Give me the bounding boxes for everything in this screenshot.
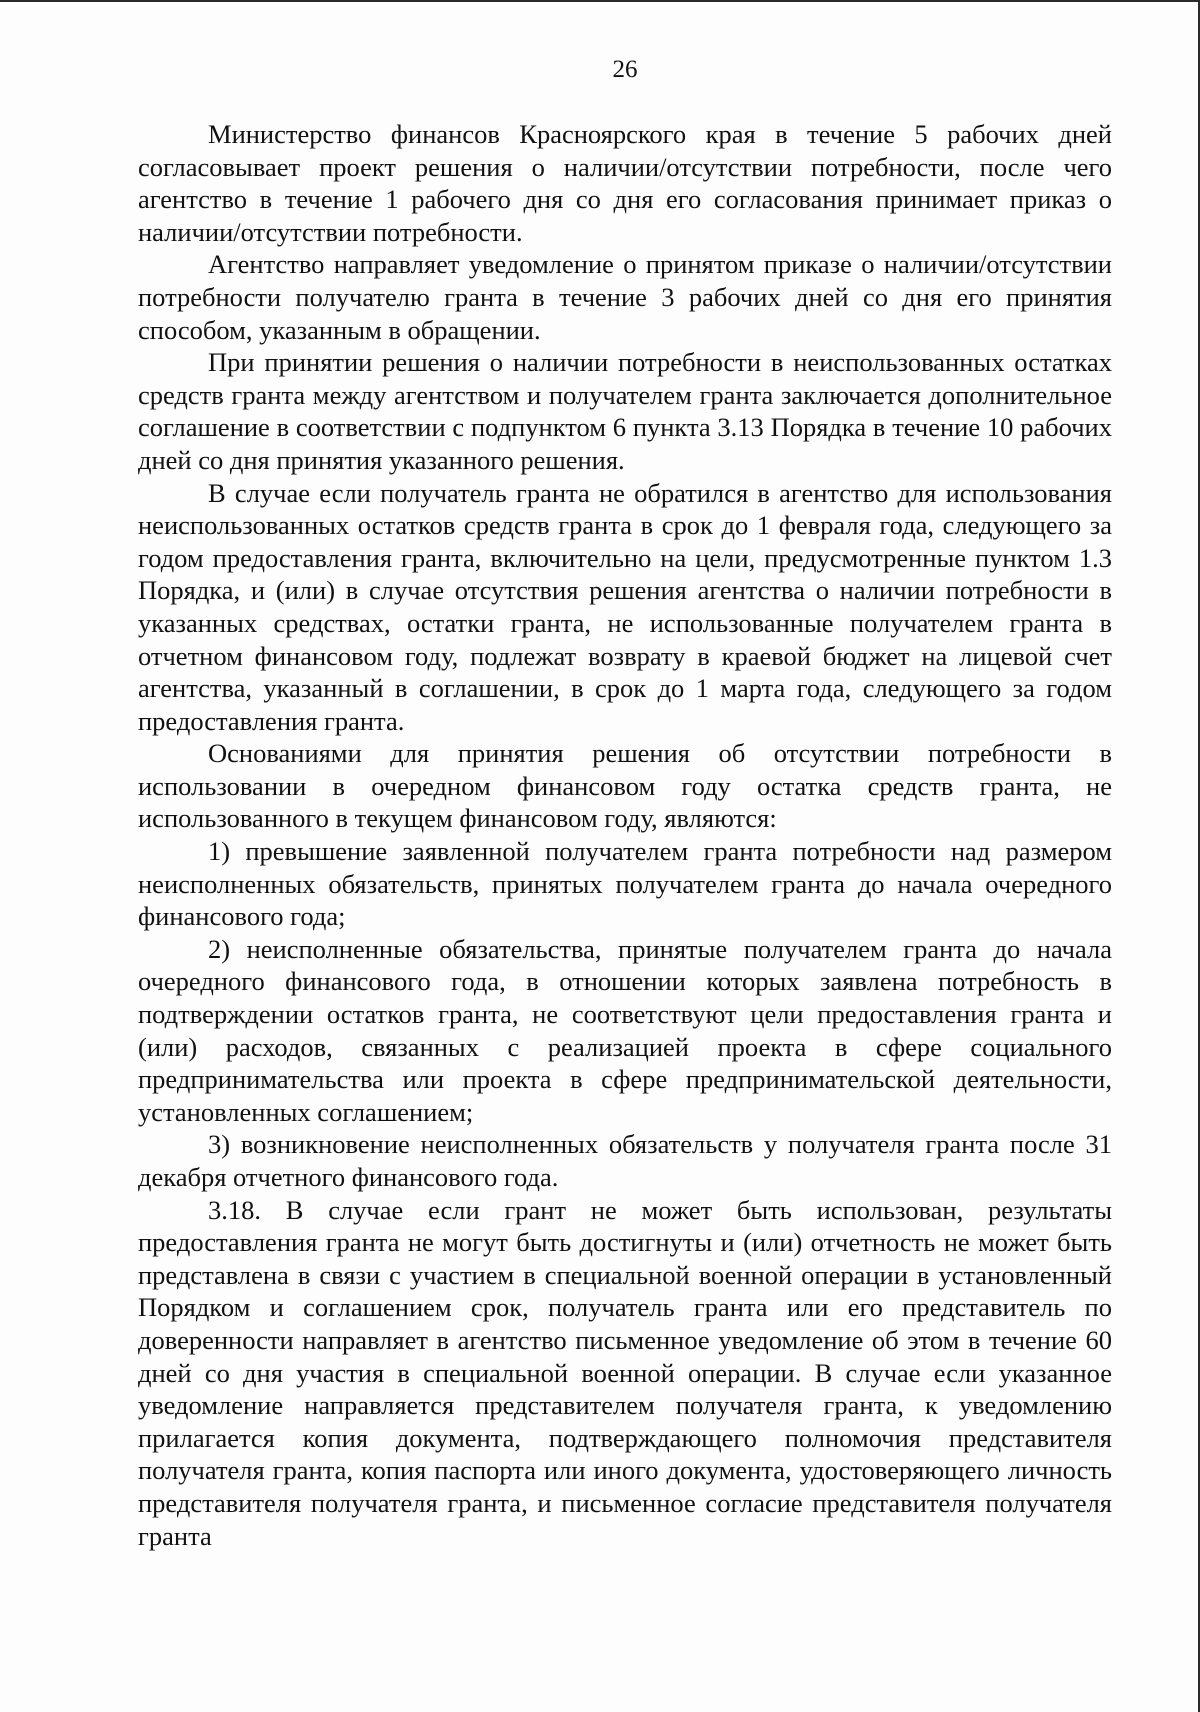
paragraph-grounds-intro: Основаниями для принятия решения об отсутствии потребности в использовании в очередном финансовом году остатка средств гранта, не использованного в текущем финансовом году, являются: [138, 738, 1112, 834]
list-item-ground-2: 2) неисполненные обязательства, принятые получателем гранта до начала очередного финансового года, в отношении которых заявлена потребность в подтверждении остатков гранта, не соответствуют цели предоставления гранта и (или) расходов, связанных с реализацией проекта в сфере социального предпринимательства или проекта в сфере предпринимательской деятельности, установленных соглашением; [138, 933, 1112, 1127]
paragraph-ministry-approval: Министерство финансов Красноярского края в течение 5 рабочих дней согласовывает проект решения о наличии/отсутствии потребности, после чего агентство в течение 1 рабочего дня со дня его согласования принимает приказ о наличии/отсутствии потребности. [138, 119, 1112, 247]
list-item-ground-1: 1) превышение заявленной получателем гранта потребности над размером неисполненных обязательств, принятых получателем гранта до начала очередного финансового года; [138, 836, 1112, 932]
paragraph-section-3-18: 3.18. В случае если грант не может быть использован, результаты предоставления гранта не могут быть достигнуты и (или) отчетность не может быть представлена в связи с участием в специальной военной операции в установленный Порядком и соглашением срок, получатель гранта или его представитель по доверенности направляет в агентство письменное уведомление об этом в течение 60 дней со дня участия в специальной военной операции. В случае если указанное уведомление направляется представителем получателя гранта, к уведомлению прилагается копия документа, подтверждающего полномочия представителя получателя гранта, копия паспорта или иного документа, удостоверяющего личность представителя получателя гранта, и письменное согласие представителя получателя гранта [138, 1194, 1112, 1551]
page-number: 26 [612, 56, 638, 83]
paragraph-grant-return: В случае если получатель гранта не обратился в агентство для использования неиспользованных остатков средств гранта в срок до 1 февраля года, следующего за годом предоставления гранта, включительно на цели, предусмотренные пунктом 1.3 Порядка, и (или) в случае отсутствия решения агентства о наличии потребности в указанных средствах, остатки гранта, не использованные получателем гранта в отчетном финансовом году, подлежат возврату в краевой бюджет на лицевой счет агентства, указанный в соглашении, в срок до 1 марта года, следующего за годом предоставления гранта. [138, 477, 1112, 736]
paragraph-additional-agreement: При принятии решения о наличии потребности в неиспользованных остатках средств гранта между агентством и получателем гранта заключается дополнительное соглашение в соответствии с подпунктом 6 пункта 3.13 Порядка в течение 10 рабочих дней со дня принятия указанного решения. [138, 347, 1112, 475]
list-item-ground-3: 3) возникновение неисполненных обязательств у получателя гранта после 31 декабря отчетного финансового года. [138, 1129, 1112, 1192]
paragraph-agency-notification: Агентство направляет уведомление о принятом приказе о наличии/отсутствии потребности получателю гранта в течение 3 рабочих дней со дня его принятия способом, указанным в обращении. [138, 249, 1112, 345]
document-body [138, 118, 1112, 1552]
